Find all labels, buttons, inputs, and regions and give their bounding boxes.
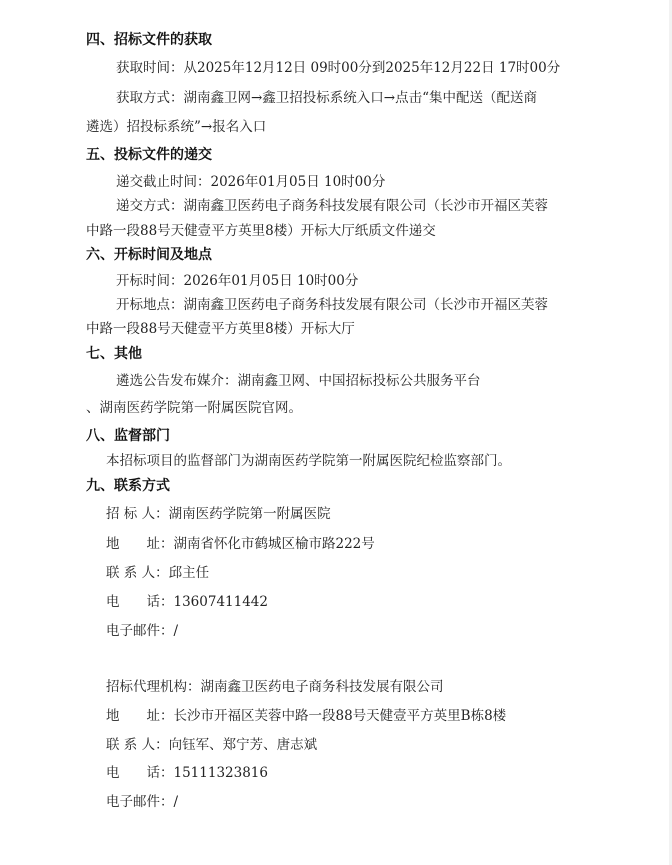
agency-contact-value: 向钰军、郑宁芳、唐志斌 <box>168 737 318 753</box>
tenderer-contact-value: 邱主任 <box>168 565 210 581</box>
s8-text: 本招标项目的监督部门为湖南医药学院第一附属医院纪检监察部门。 <box>106 453 511 469</box>
agency-contact-label: 联 系 人： <box>106 737 169 753</box>
s5-deadline-line <box>116 173 385 191</box>
tenderer-name-value: 湖南医药学院第一附属医院 <box>168 506 331 522</box>
agency-name-line <box>106 678 444 696</box>
tenderer-addr-line <box>106 535 375 553</box>
agency-phone-value: 15111323816 <box>173 765 268 781</box>
agency-phone-line <box>106 764 268 782</box>
s6-time-label: 开标时间： <box>116 273 184 289</box>
tenderer-addr-value: 湖南省怀化市鹤城区榆市路222号 <box>173 536 375 552</box>
section-6-title: 六、开标时间及地点 <box>86 247 212 263</box>
tenderer-phone-value: 13607411442 <box>173 594 268 610</box>
agency-addr-line <box>106 707 506 725</box>
s4-time-label: 获取时间： <box>116 60 184 76</box>
section-7-title: 七、其他 <box>86 346 142 362</box>
s4-time-value: 从2025年12月12日 09时00分到2025年12月22日 17时00分 <box>183 60 561 76</box>
section-8-title: 八、监督部门 <box>86 428 170 444</box>
s6-place-line <box>116 296 548 314</box>
s7-media-value-1: 湖南鑫卫网、中国招标投标公共服务平台 <box>237 373 481 389</box>
s5-deadline-value: 2026年01月05日 10时00分 <box>210 174 386 190</box>
s5-deadline-label: 递交截止时间： <box>116 174 211 190</box>
section-4-title: 四、招标文件的获取 <box>86 32 212 48</box>
s4-method-value-1: 湖南鑫卫网→鑫卫招投标系统入口→点击“集中配送（配送商 <box>183 90 538 106</box>
s7-media-value-2: 、湖南医药学院第一附属医院官网。 <box>86 400 302 416</box>
s5-method-line <box>116 197 548 215</box>
s6-time-value: 2026年01月05日 10时00分 <box>183 273 359 289</box>
agency-addr-value: 长沙市开福区芙蓉中路一段88号天健壹平方英里B栋8楼 <box>173 708 507 724</box>
tenderer-email-label: 电子邮件： <box>106 623 174 639</box>
s4-method-label: 获取方式： <box>116 90 184 106</box>
s4-time-line <box>116 59 560 77</box>
section-5-title: 五、投标文件的递交 <box>86 147 212 163</box>
s6-place-label: 开标地点： <box>116 297 184 313</box>
tenderer-email-value: / <box>173 623 179 639</box>
agency-contact-line <box>106 736 317 754</box>
s4-method-line <box>116 89 537 107</box>
s5-method-label: 递交方式： <box>116 198 184 214</box>
s5-method-value-1: 湖南鑫卫医药电子商务科技发展有限公司（长沙市开福区芙蓉 <box>183 198 548 214</box>
agency-email-line <box>106 793 178 811</box>
agency-addr-label: 地 址： <box>106 708 174 724</box>
section-9-title: 九、联系方式 <box>86 478 170 494</box>
tenderer-addr-label: 地 址： <box>106 536 174 552</box>
agency-email-label: 电子邮件： <box>106 794 174 810</box>
tenderer-phone-label: 电 话： <box>106 594 174 610</box>
s4-method-value-2: 遴选）招投标系统”→报名入口 <box>86 119 267 135</box>
tenderer-email-line <box>106 622 178 640</box>
tenderer-name-label: 招 标 人： <box>106 506 169 522</box>
agency-email-value: / <box>173 794 179 810</box>
s6-time-line <box>116 272 358 290</box>
agency-phone-label: 电 话： <box>106 765 174 781</box>
tenderer-contact-line <box>106 564 209 582</box>
tenderer-contact-label: 联 系 人： <box>106 565 169 581</box>
s6-place-value-2: 中路一段88号天健壹平方英里8楼）开标大厅 <box>86 321 355 337</box>
s6-place-value-1: 湖南鑫卫医药电子商务科技发展有限公司（长沙市开福区芙蓉 <box>183 297 548 313</box>
s7-media-label: 遴选公告发布媒介： <box>116 373 238 389</box>
tenderer-name-line <box>106 505 331 523</box>
agency-name-label: 招标代理机构： <box>106 679 201 695</box>
s7-media-line <box>116 372 481 390</box>
s5-method-value-2: 中路一段88号天健壹平方英里8楼）开标大厅纸质文件递交 <box>86 223 436 239</box>
agency-name-value: 湖南鑫卫医药电子商务科技发展有限公司 <box>200 679 444 695</box>
tenderer-phone-line <box>106 593 268 611</box>
